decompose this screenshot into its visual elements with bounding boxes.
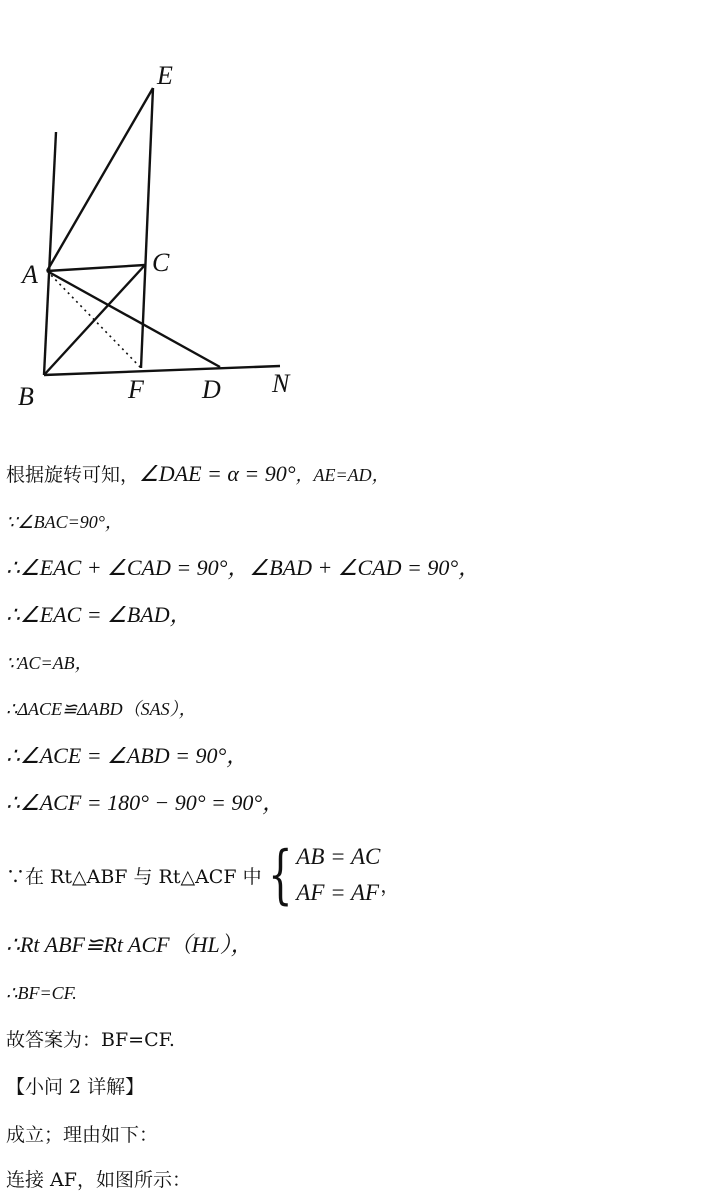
segment-bc (44, 265, 145, 375)
label-n: N (272, 369, 290, 398)
equation-row-1: AB = AC (296, 844, 381, 869)
proof-line-7: ∴∠ACE = ∠ABD = 90°， (6, 743, 249, 768)
proof-line-15: 连接 AF，如图所示： (6, 1169, 191, 1191)
proof-line-12: 故答案为：BF=CF. (6, 1029, 175, 1051)
proof-line-2: ∵∠BAC=90°， (6, 512, 123, 532)
segment-ac (47, 265, 145, 271)
label-a: A (22, 260, 38, 289)
equation-row-2: AF = AF (296, 880, 380, 905)
proof-line-10: ∴Rt ABF≌Rt ACF（HL）， (6, 932, 253, 957)
segment-ray-ab (44, 132, 56, 375)
geometry-figure (0, 40, 330, 420)
proof-line-4: ∴∠EAC = ∠BAD， (6, 602, 192, 627)
segment-ad (47, 271, 220, 367)
proof-line-1-math: ∠DAE = α = 90° (139, 461, 296, 486)
proof-line-11: ∴BF=CF. (6, 983, 77, 1003)
proof-line-5: ∵AC=AB， (6, 653, 93, 673)
proof-line-6: ∴ΔACE≌ΔABD（SAS）， (6, 699, 197, 719)
label-b: B (18, 382, 34, 411)
segment-bn (44, 366, 280, 375)
proof-line-9-prefix: ∵在 Rt△ABF 与 Rt△ACF 中 (6, 865, 262, 888)
label-f: F (128, 375, 144, 404)
segment-ae (47, 88, 153, 271)
proof-line-1 (6, 459, 390, 490)
proof-line-3: ∴∠EAC + ∠CAD = 90°，∠BAD + ∠CAD = 90°， (6, 555, 481, 580)
proof-line-9 (6, 840, 399, 910)
label-d: D (202, 375, 221, 404)
equation-system (296, 840, 380, 910)
proof-line-8: ∴∠ACF = 180° − 90° = 90°， (6, 790, 285, 815)
proof-line-1-prefix: 根据旋转可知， (6, 464, 140, 486)
proof-line-1-suffix: ，AE=AD， (295, 465, 390, 485)
proof-line-14: 成立；理由如下： (6, 1124, 159, 1146)
proof-line-9-suffix: ， (380, 874, 400, 897)
label-e: E (157, 61, 173, 90)
label-c: C (152, 248, 170, 277)
section-heading: 【小问 2 详解】 (6, 1076, 145, 1098)
left-brace: { (267, 838, 293, 912)
